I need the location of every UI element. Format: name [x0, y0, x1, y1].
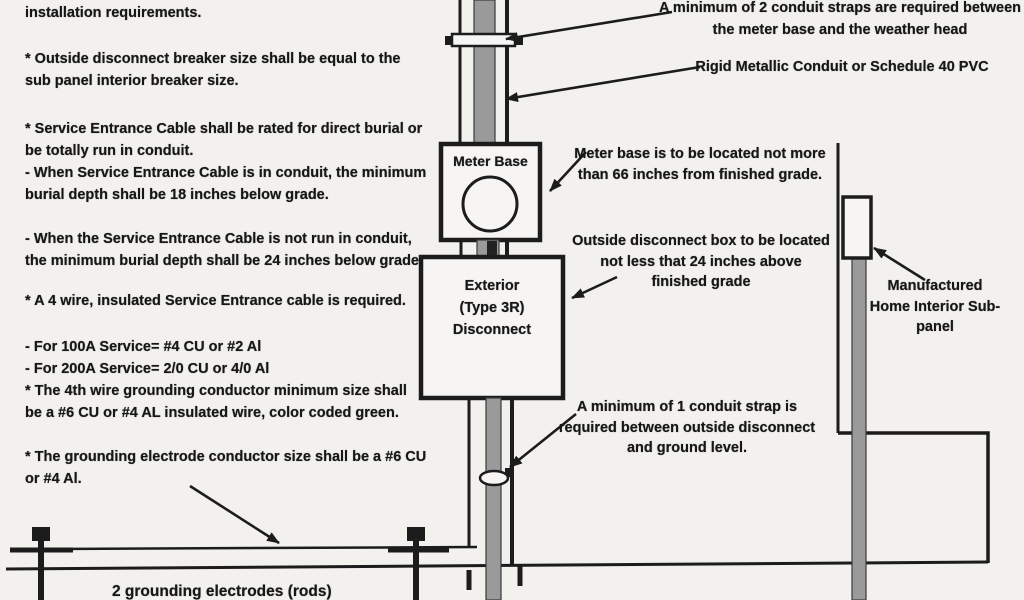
underground-conduit — [469, 398, 520, 600]
callout-conduit-type: Rigid Metallic Conduit or Schedule 40 PVC — [695, 59, 989, 75]
note-4th-wire-conductor: * The 4th wire grounding conductor minimum size shall be a #6 CU or #4 AL insulated wire, color coded green. — [25, 383, 407, 421]
label-grounding-electrodes: 2 grounding electrodes (rods) — [112, 583, 332, 600]
callout-conduit-straps-top: A minimum of 2 conduit straps are required between the meter base and the weather head — [658, 0, 1022, 38]
note-service-cable-rating: * Service Entrance Cable shall be rated for direct burial or be totally run in conduit. — [25, 121, 423, 159]
callout-subpanel: Manufactured Home Interior Sub-panel — [869, 278, 1001, 335]
label-disconnect-line2: (Type 3R) — [459, 300, 525, 316]
service-entrance-conduit — [460, 0, 507, 144]
label-disconnect-line3: Disconnect — [452, 322, 532, 338]
grounding-rod-left — [10, 527, 73, 600]
callout-strap-bottom: A minimum of 1 conduit strap is required between outside disconnect and ground level. — [558, 399, 816, 456]
grounding-rod-right — [388, 527, 449, 600]
note-grounding-conductor-size: * The grounding electrode conductor size shall be a #6 CU or #4 Al. — [25, 449, 427, 487]
conduit-strap-top-icon — [445, 34, 523, 46]
note-4-wire-cable: * A 4 wire, insulated Service Entrance cable is required. — [25, 293, 406, 309]
note-burial-depth-conduit: - When Service Entrance Cable is in conduit, the minimum burial depth shall be 18 inches below grade. — [25, 165, 427, 203]
note-breaker-size: * Outside disconnect breaker size shall be equal to the sub panel interior breaker size. — [25, 51, 401, 89]
arrow-ground-conductor — [190, 486, 279, 543]
note-burial-depth-no-conduit: - When the Service Entrance Cable is not run in conduit, the minimum burial depth shall be 24 inches below grade. — [25, 231, 424, 269]
callout-meter-height: Meter base is to be located not more than 66 inches from finished grade. — [574, 146, 826, 183]
callout-disconnect-height: Outside disconnect box to be located not less that 24 inches above finished grade — [572, 233, 830, 290]
note-200a-service: - For 200A Service= 2/0 CU or 4/0 Al — [25, 361, 270, 377]
sub-panel-conduit — [852, 258, 866, 600]
sub-panel-box — [843, 197, 871, 258]
arrow-straps-top — [506, 12, 672, 39]
label-disconnect-line1: Exterior — [464, 278, 520, 294]
note-installation-requirements: installation requirements. — [25, 5, 202, 21]
label-meter-base: Meter Base — [453, 153, 528, 169]
note-100a-service: - For 100A Service= #4 CU or #2 Al — [25, 339, 262, 355]
conduit-strap-bottom-icon — [480, 468, 514, 485]
